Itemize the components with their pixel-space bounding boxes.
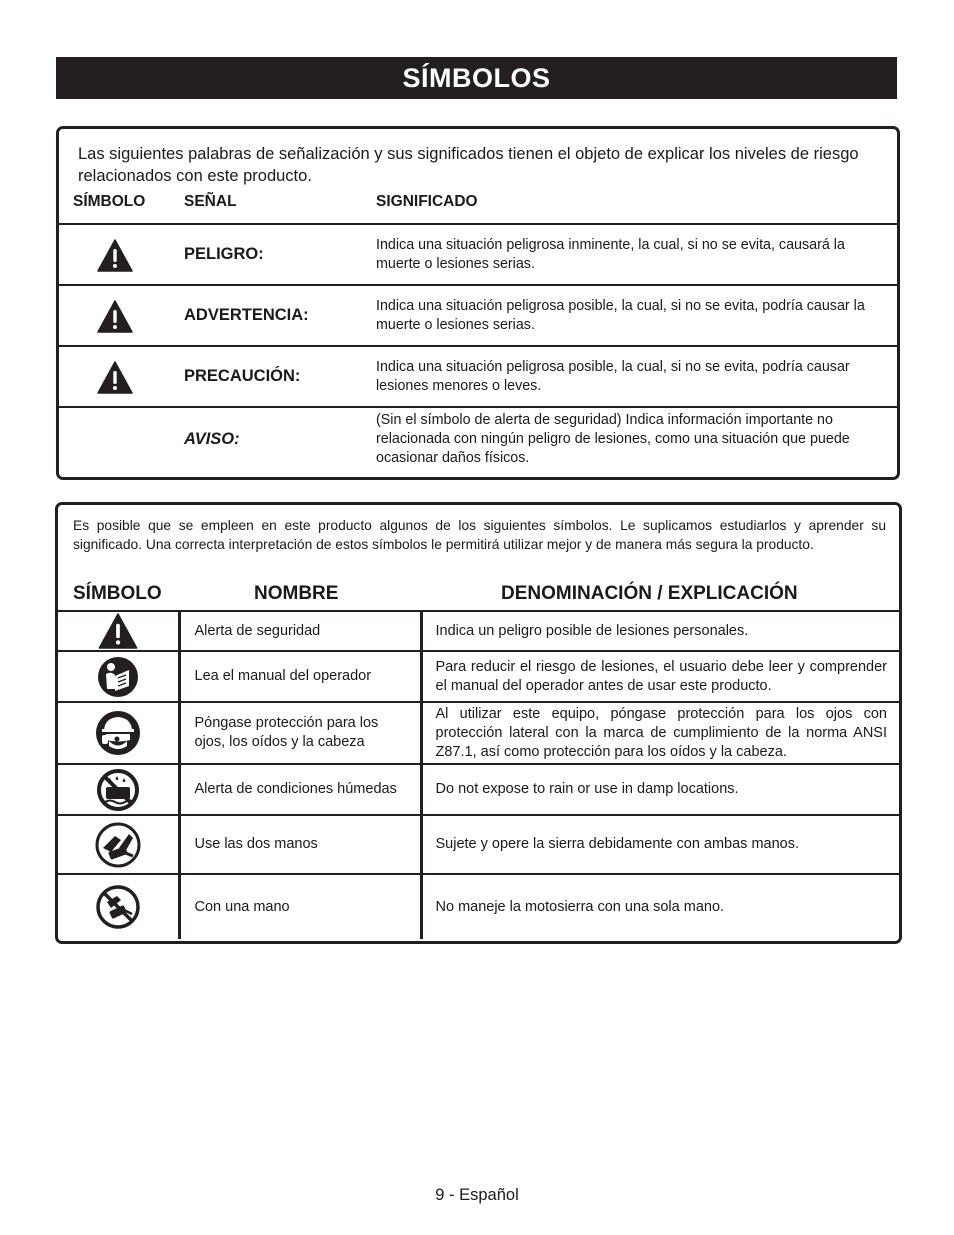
signal-word: AVISO:	[184, 429, 240, 448]
symbol-name: Con una mano	[179, 874, 421, 939]
header-signal: SEÑAL	[184, 193, 237, 210]
head-protection-icon	[95, 710, 141, 756]
one-hand-prohibited-icon	[95, 884, 141, 930]
symbol-name: Alerta de seguridad	[179, 611, 421, 651]
signal-row-caution	[59, 345, 897, 406]
safety-alert-icon	[98, 613, 138, 649]
symbol-explanation: Para reducir el riesgo de lesiones, el usuario debe leer y comprender el manual del operador antes de usar este producto.	[421, 651, 899, 702]
signal-word: ADVERTENCIA:	[184, 306, 309, 324]
signal-words-intro: Las siguientes palabras de señalización y sus significados tienen el objeto de explicar los niveles de riesgo relacionados con este producto.	[78, 145, 859, 185]
symbols-table	[58, 610, 899, 939]
table-row	[58, 702, 899, 764]
header-symbol: SÍMBOLO	[73, 193, 146, 210]
warning-triangle-icon	[97, 239, 133, 272]
table-row	[58, 815, 899, 874]
read-manual-icon	[97, 656, 139, 698]
table-row	[58, 874, 899, 939]
symbol-explanation: No maneje la motosierra con una sola mano.	[421, 874, 899, 939]
header-explanation: DENOMINACIÓN / EXPLICACIÓN	[501, 583, 798, 604]
header-name: NOMBRE	[254, 583, 339, 604]
signal-meaning: Indica una situación peligrosa inminente, la cual, si no se evita, causará la muerte o lesiones serias.	[376, 236, 845, 272]
symbol-explanation: Indica un peligro posible de lesiones personales.	[421, 611, 899, 651]
signal-meaning: Indica una situación peligrosa posible, la cual, si no se evita, podría causar lesiones menores o leves.	[376, 358, 850, 394]
table-row	[58, 611, 899, 651]
signal-words-box	[56, 126, 900, 480]
warning-triangle-icon	[97, 361, 133, 394]
table-row	[58, 764, 899, 815]
symbols-intro: Es posible que se empleen en este producto algunos de los siguientes símbolos. Le suplicamos estudiarlos y aprender su significado. Una correcta interpretación de estos símbolos le permitirá utilizar mejor y de manera más segura la producto.	[73, 518, 886, 552]
symbol-explanation: Al utilizar este equipo, póngase protección para los ojos con protección lateral con la marca de cumplimiento de la norma ANSI Z87.1, así como protección para los oídos y la cabeza.	[421, 702, 899, 764]
symbol-name: Lea el manual del operador	[179, 651, 421, 702]
symbol-name: Póngase protección para los ojos, los oídos y la cabeza	[179, 702, 421, 764]
page-title: SÍMBOLOS	[56, 57, 897, 99]
header-meaning: SIGNIFICADO	[376, 193, 478, 210]
symbol-name: Use las dos manos	[179, 815, 421, 874]
signal-row-danger	[59, 223, 897, 284]
signal-meaning: Indica una situación peligrosa posible, la cual, si no se evita, podría causar la muerte o lesiones serias.	[376, 297, 865, 333]
symbols-box	[55, 502, 902, 944]
wet-conditions-icon	[96, 768, 140, 812]
signal-row-notice	[59, 406, 897, 470]
warning-triangle-icon	[97, 300, 133, 333]
symbol-name: Alerta de condiciones húmedas	[179, 764, 421, 815]
signal-word: PRECAUCIÓN:	[184, 367, 301, 385]
two-hands-icon	[95, 822, 141, 868]
table-row	[58, 651, 899, 702]
symbol-explanation: Do not expose to rain or use in damp locations.	[421, 764, 899, 815]
signal-row-warning	[59, 284, 897, 345]
symbol-explanation: Sujete y opere la sierra debidamente con ambas manos.	[421, 815, 899, 874]
signal-meaning: (Sin el símbolo de alerta de seguridad) Indica información importante no relacionada con ningún peligro de lesiones, como una situación que puede ocasionar daños físicos.	[376, 411, 850, 466]
page-footer: 9 - Español	[435, 1186, 519, 1204]
header-symbol: SÍMBOLO	[73, 583, 162, 604]
signal-word: PELIGRO:	[184, 245, 264, 263]
